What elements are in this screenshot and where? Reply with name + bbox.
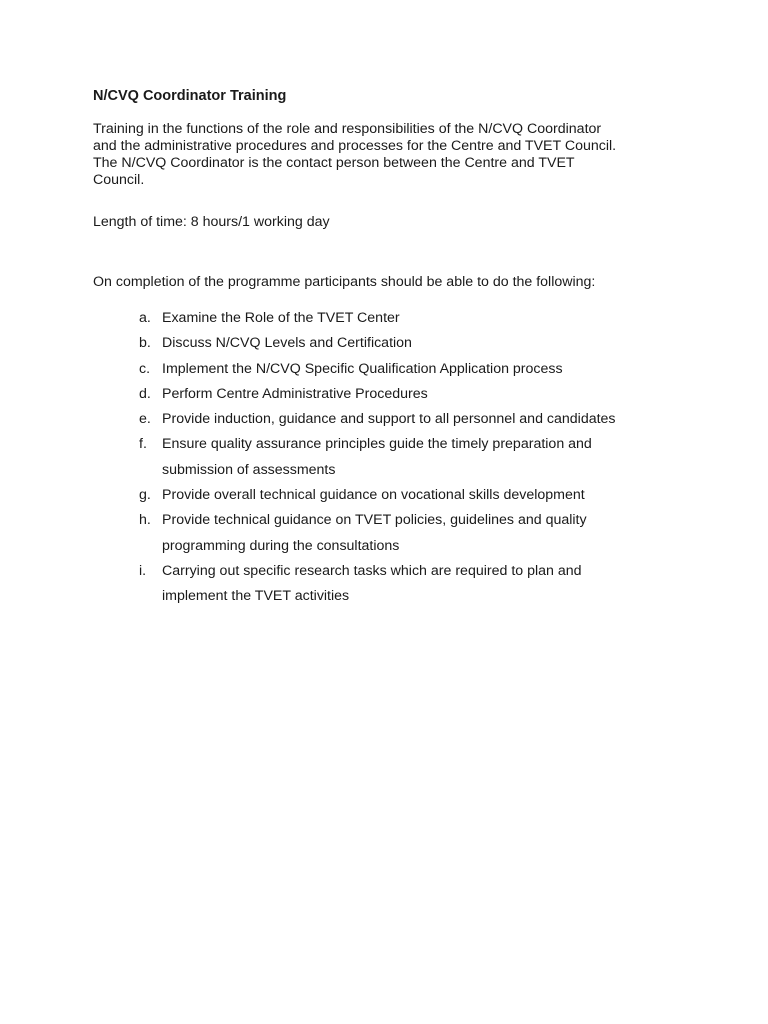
objective-marker: f. <box>139 436 147 453</box>
objective-text-line: implement the TVET activities <box>162 588 350 605</box>
objective-marker: h. <box>139 512 151 529</box>
objective-item <box>0 483 768 508</box>
objective-text <box>162 508 768 559</box>
objective-item <box>0 306 768 331</box>
objective-marker: g. <box>139 487 151 504</box>
objective-text-line: Implement the N/CVQ Specific Qualification Application process <box>162 360 563 377</box>
objective-item <box>0 559 768 610</box>
objective-text-line: submission of assessments <box>162 461 336 478</box>
objective-marker: i. <box>139 562 147 579</box>
objective-text <box>162 407 768 432</box>
intro-line: The N/CVQ Coordinator is the contact person between the Centre and TVET <box>93 155 575 171</box>
objective-text <box>162 357 768 382</box>
objective-item <box>0 432 768 483</box>
objective-text <box>162 483 768 508</box>
length-of-time: Length of time: 8 hours/1 working day <box>93 214 330 230</box>
objective-text <box>162 382 768 407</box>
objective-marker: b. <box>139 335 151 352</box>
objective-item <box>0 508 768 559</box>
objective-text <box>162 306 768 331</box>
objective-text-line: Provide induction, guidance and support to all personnel and candidates <box>162 411 616 428</box>
completion-statement: On completion of the programme participants should be able to do the following: <box>93 274 596 290</box>
objective-text-line: programming during the consultations <box>162 537 400 554</box>
objective-text-line: Provide technical guidance on TVET policies, guidelines and quality <box>162 512 587 529</box>
objective-marker: e. <box>139 411 151 428</box>
document-title: N/CVQ Coordinator Training <box>93 88 287 104</box>
objective-item <box>0 357 768 382</box>
intro-line: and the administrative procedures and processes for the Centre and TVET Council. <box>93 138 617 154</box>
objective-text-line: Examine the Role of the TVET Center <box>162 310 400 326</box>
objective-text-line: Ensure quality assurance principles guide the timely preparation and <box>162 436 592 453</box>
objective-text <box>162 331 768 356</box>
objective-marker: a. <box>139 310 151 326</box>
intro-paragraph <box>93 121 673 189</box>
intro-line: Council. <box>93 172 145 188</box>
objective-text <box>162 432 768 483</box>
objective-text <box>162 559 768 610</box>
objective-text-line: Provide overall technical guidance on vocational skills development <box>162 487 585 504</box>
intro-line: Training in the functions of the role and responsibilities of the N/CVQ Coordinator <box>93 121 602 137</box>
objective-marker: c. <box>139 360 151 377</box>
objective-item <box>0 382 768 407</box>
objective-text-line: Discuss N/CVQ Levels and Certification <box>162 335 412 352</box>
objective-item <box>0 331 768 356</box>
objective-marker: d. <box>139 385 151 402</box>
objectives-list <box>0 306 768 610</box>
objective-text-line: Perform Centre Administrative Procedures <box>162 385 428 402</box>
objective-text-line: Carrying out specific research tasks which are required to plan and <box>162 562 582 579</box>
objective-item <box>0 407 768 432</box>
